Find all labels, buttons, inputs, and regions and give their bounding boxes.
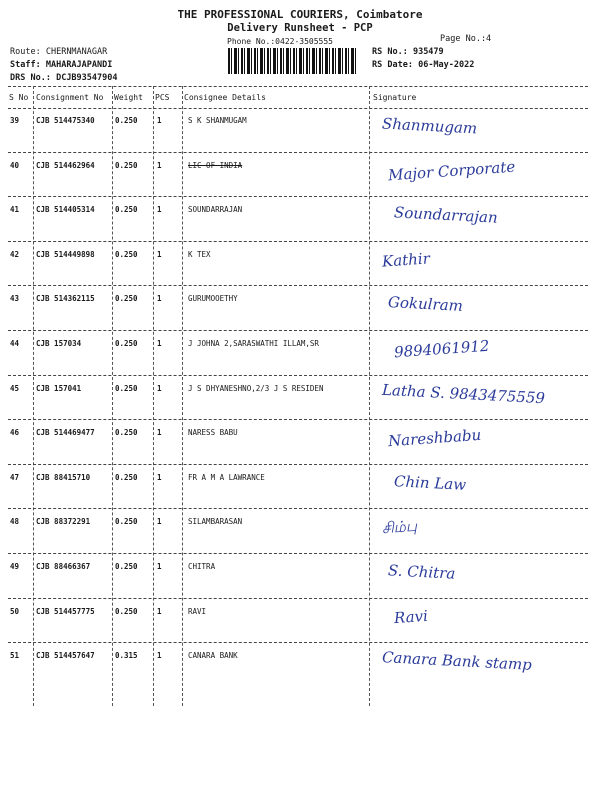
row-separator	[8, 152, 588, 153]
weight: 0.315	[115, 651, 138, 661]
serial-number: 42	[10, 249, 20, 259]
consignment-number: CJB 514457647	[36, 651, 95, 661]
pieces: 1	[157, 160, 162, 170]
col-header-pcs: PCS	[155, 93, 170, 102]
table-top-rule	[8, 86, 588, 87]
row-separator	[8, 375, 588, 376]
row-separator	[8, 330, 588, 331]
col-header-signature: Signature	[373, 93, 417, 102]
handwritten-signature: சிம்பு	[381, 517, 418, 538]
pieces: 1	[157, 294, 162, 304]
signature-cell	[372, 468, 592, 508]
handwritten-signature: Soundarrajan	[393, 203, 499, 227]
consignee-details: K TEX	[188, 249, 211, 259]
pieces: 1	[157, 205, 162, 215]
handwritten-signature: Canara Bank stamp	[381, 648, 533, 675]
row-separator	[8, 464, 588, 465]
consignment-number: CJB 514449898	[36, 249, 95, 259]
signature-cell	[372, 557, 592, 597]
pieces: 1	[157, 517, 162, 527]
runsheet-subtitle: Delivery Runsheet - PCP	[227, 22, 373, 34]
weight: 0.250	[115, 606, 138, 616]
handwritten-signature: Chin Law	[393, 471, 467, 494]
signature-cell	[372, 156, 592, 196]
table-row	[0, 644, 600, 688]
consignment-number: CJB 88466367	[36, 562, 91, 571]
table-row	[0, 377, 600, 421]
rs-date-line: RS Date: 06-May-2022	[372, 60, 475, 70]
serial-number: 50	[10, 606, 20, 616]
consignee-details: NARESS BABU	[188, 428, 238, 438]
serial-number: 48	[10, 517, 20, 527]
pieces: 1	[157, 249, 162, 259]
pieces: 1	[157, 428, 162, 438]
rs-number-line: RS No.: 935479	[372, 47, 444, 57]
consignee-details: J JOHNA 2,SARASWATHI ILLAM,SR	[188, 339, 319, 348]
handwritten-signature: 9894061912	[393, 336, 490, 362]
consignment-number: CJB 88372291	[36, 517, 91, 527]
table-row	[0, 243, 600, 287]
table-row	[0, 154, 600, 198]
weight: 0.250	[115, 339, 138, 348]
serial-number: 46	[10, 428, 20, 438]
weight: 0.250	[115, 116, 138, 125]
signature-cell	[372, 379, 592, 419]
handwritten-signature: Gokulram	[387, 293, 464, 316]
weight: 0.250	[115, 472, 138, 482]
staff-line: Staff: MAHARAJAPANDI	[10, 60, 113, 70]
pieces: 1	[157, 339, 162, 348]
weight: 0.250	[115, 428, 138, 438]
table-row	[0, 421, 600, 465]
table-row	[0, 466, 600, 510]
consignee-details: SOUNDARRAJAN	[188, 205, 243, 215]
handwritten-signature: Major Corporate	[387, 157, 516, 185]
handwritten-signature: S. Chitra	[387, 561, 456, 583]
table-row	[0, 198, 600, 242]
weight: 0.250	[115, 205, 138, 215]
consignment-number: CJB 157034	[36, 339, 82, 348]
consignment-number: CJB 514457775	[36, 606, 95, 616]
consignee-details: RAVI	[188, 606, 207, 616]
weight: 0.250	[115, 294, 138, 304]
consignment-number: CJB 514469477	[36, 428, 95, 438]
table-row	[0, 555, 600, 599]
table-row	[0, 332, 600, 376]
handwritten-signature: Latha S. 9843475559	[381, 380, 546, 407]
page-number: Page No.:4	[440, 34, 492, 44]
col-header-weight: Weight	[114, 93, 143, 102]
col-header-consignee: Consignee Details	[184, 93, 266, 102]
pieces: 1	[157, 116, 162, 125]
signature-cell	[372, 423, 592, 463]
weight: 0.250	[115, 562, 138, 571]
consignee-details: S K SHANMUGAM	[188, 116, 247, 125]
signature-cell	[372, 646, 592, 686]
col-header-sno: S No	[9, 93, 29, 102]
consignee-details: LIC OF INDIA	[188, 160, 243, 170]
signature-cell	[372, 111, 592, 151]
col-header-consignment: Consignment No	[36, 93, 104, 102]
table-row	[0, 600, 600, 644]
pieces: 1	[157, 651, 162, 661]
runsheet-title: THE PROFESSIONAL COURIERS, Coimbatore	[177, 8, 423, 21]
serial-number: 41	[10, 205, 20, 215]
signature-cell	[372, 602, 592, 642]
row-separator	[8, 553, 588, 554]
serial-number: 40	[10, 160, 20, 170]
handwritten-signature: Kathir	[381, 249, 431, 271]
weight: 0.250	[115, 160, 138, 170]
row-separator	[8, 419, 588, 420]
serial-number: 47	[10, 472, 20, 482]
table-row	[0, 109, 600, 153]
consignee-details: CANARA BANK	[188, 651, 238, 661]
consignment-number: CJB 514362115	[36, 294, 95, 304]
serial-number: 43	[10, 294, 20, 304]
serial-number: 49	[10, 562, 20, 571]
pieces: 1	[157, 606, 162, 616]
row-separator	[8, 285, 588, 286]
signature-cell	[372, 200, 592, 240]
signature-cell	[372, 245, 592, 285]
weight: 0.250	[115, 249, 138, 259]
weight: 0.250	[115, 517, 138, 527]
phone-number: Phone No.:0422-3505555	[227, 37, 333, 46]
drs-line: DRS No.: DCJB93547904	[10, 73, 118, 83]
row-separator	[8, 642, 588, 643]
row-separator	[8, 241, 588, 242]
serial-number: 51	[10, 651, 20, 661]
consignment-number: CJB 514405314	[36, 205, 95, 215]
handwritten-signature: Shanmugam	[381, 114, 478, 138]
serial-number: 44	[10, 339, 20, 348]
pieces: 1	[157, 383, 162, 393]
pieces: 1	[157, 562, 162, 571]
consignee-details: J S DHYANESHNO,2/3 J S RESIDEN	[188, 383, 324, 393]
row-separator	[8, 196, 588, 197]
consignee-details: SILAMBARASAN	[188, 517, 243, 527]
consignment-number: CJB 514462964	[36, 160, 95, 170]
barcode	[228, 48, 356, 74]
signature-cell	[372, 289, 592, 329]
handwritten-signature: Ravi	[393, 606, 429, 627]
signature-cell	[372, 512, 592, 552]
consignee-details: CHITRA	[188, 562, 216, 571]
weight: 0.250	[115, 383, 138, 393]
table-row	[0, 510, 600, 554]
consignment-number: CJB 514475340	[36, 116, 95, 125]
consignee-details: FR A M A LAWRANCE	[188, 472, 265, 482]
consignment-number: CJB 88415710	[36, 472, 91, 482]
handwritten-signature: Nareshbabu	[387, 425, 482, 451]
serial-number: 45	[10, 383, 20, 393]
row-separator	[8, 508, 588, 509]
route-line: Route: CHERNMANAGAR	[10, 47, 108, 57]
row-separator	[8, 598, 588, 599]
pieces: 1	[157, 472, 162, 482]
table-row	[0, 287, 600, 331]
serial-number: 39	[10, 116, 20, 125]
consignment-number: CJB 157041	[36, 383, 82, 393]
consignee-details: GURUMOOETHY	[188, 294, 238, 304]
signature-cell	[372, 334, 592, 374]
